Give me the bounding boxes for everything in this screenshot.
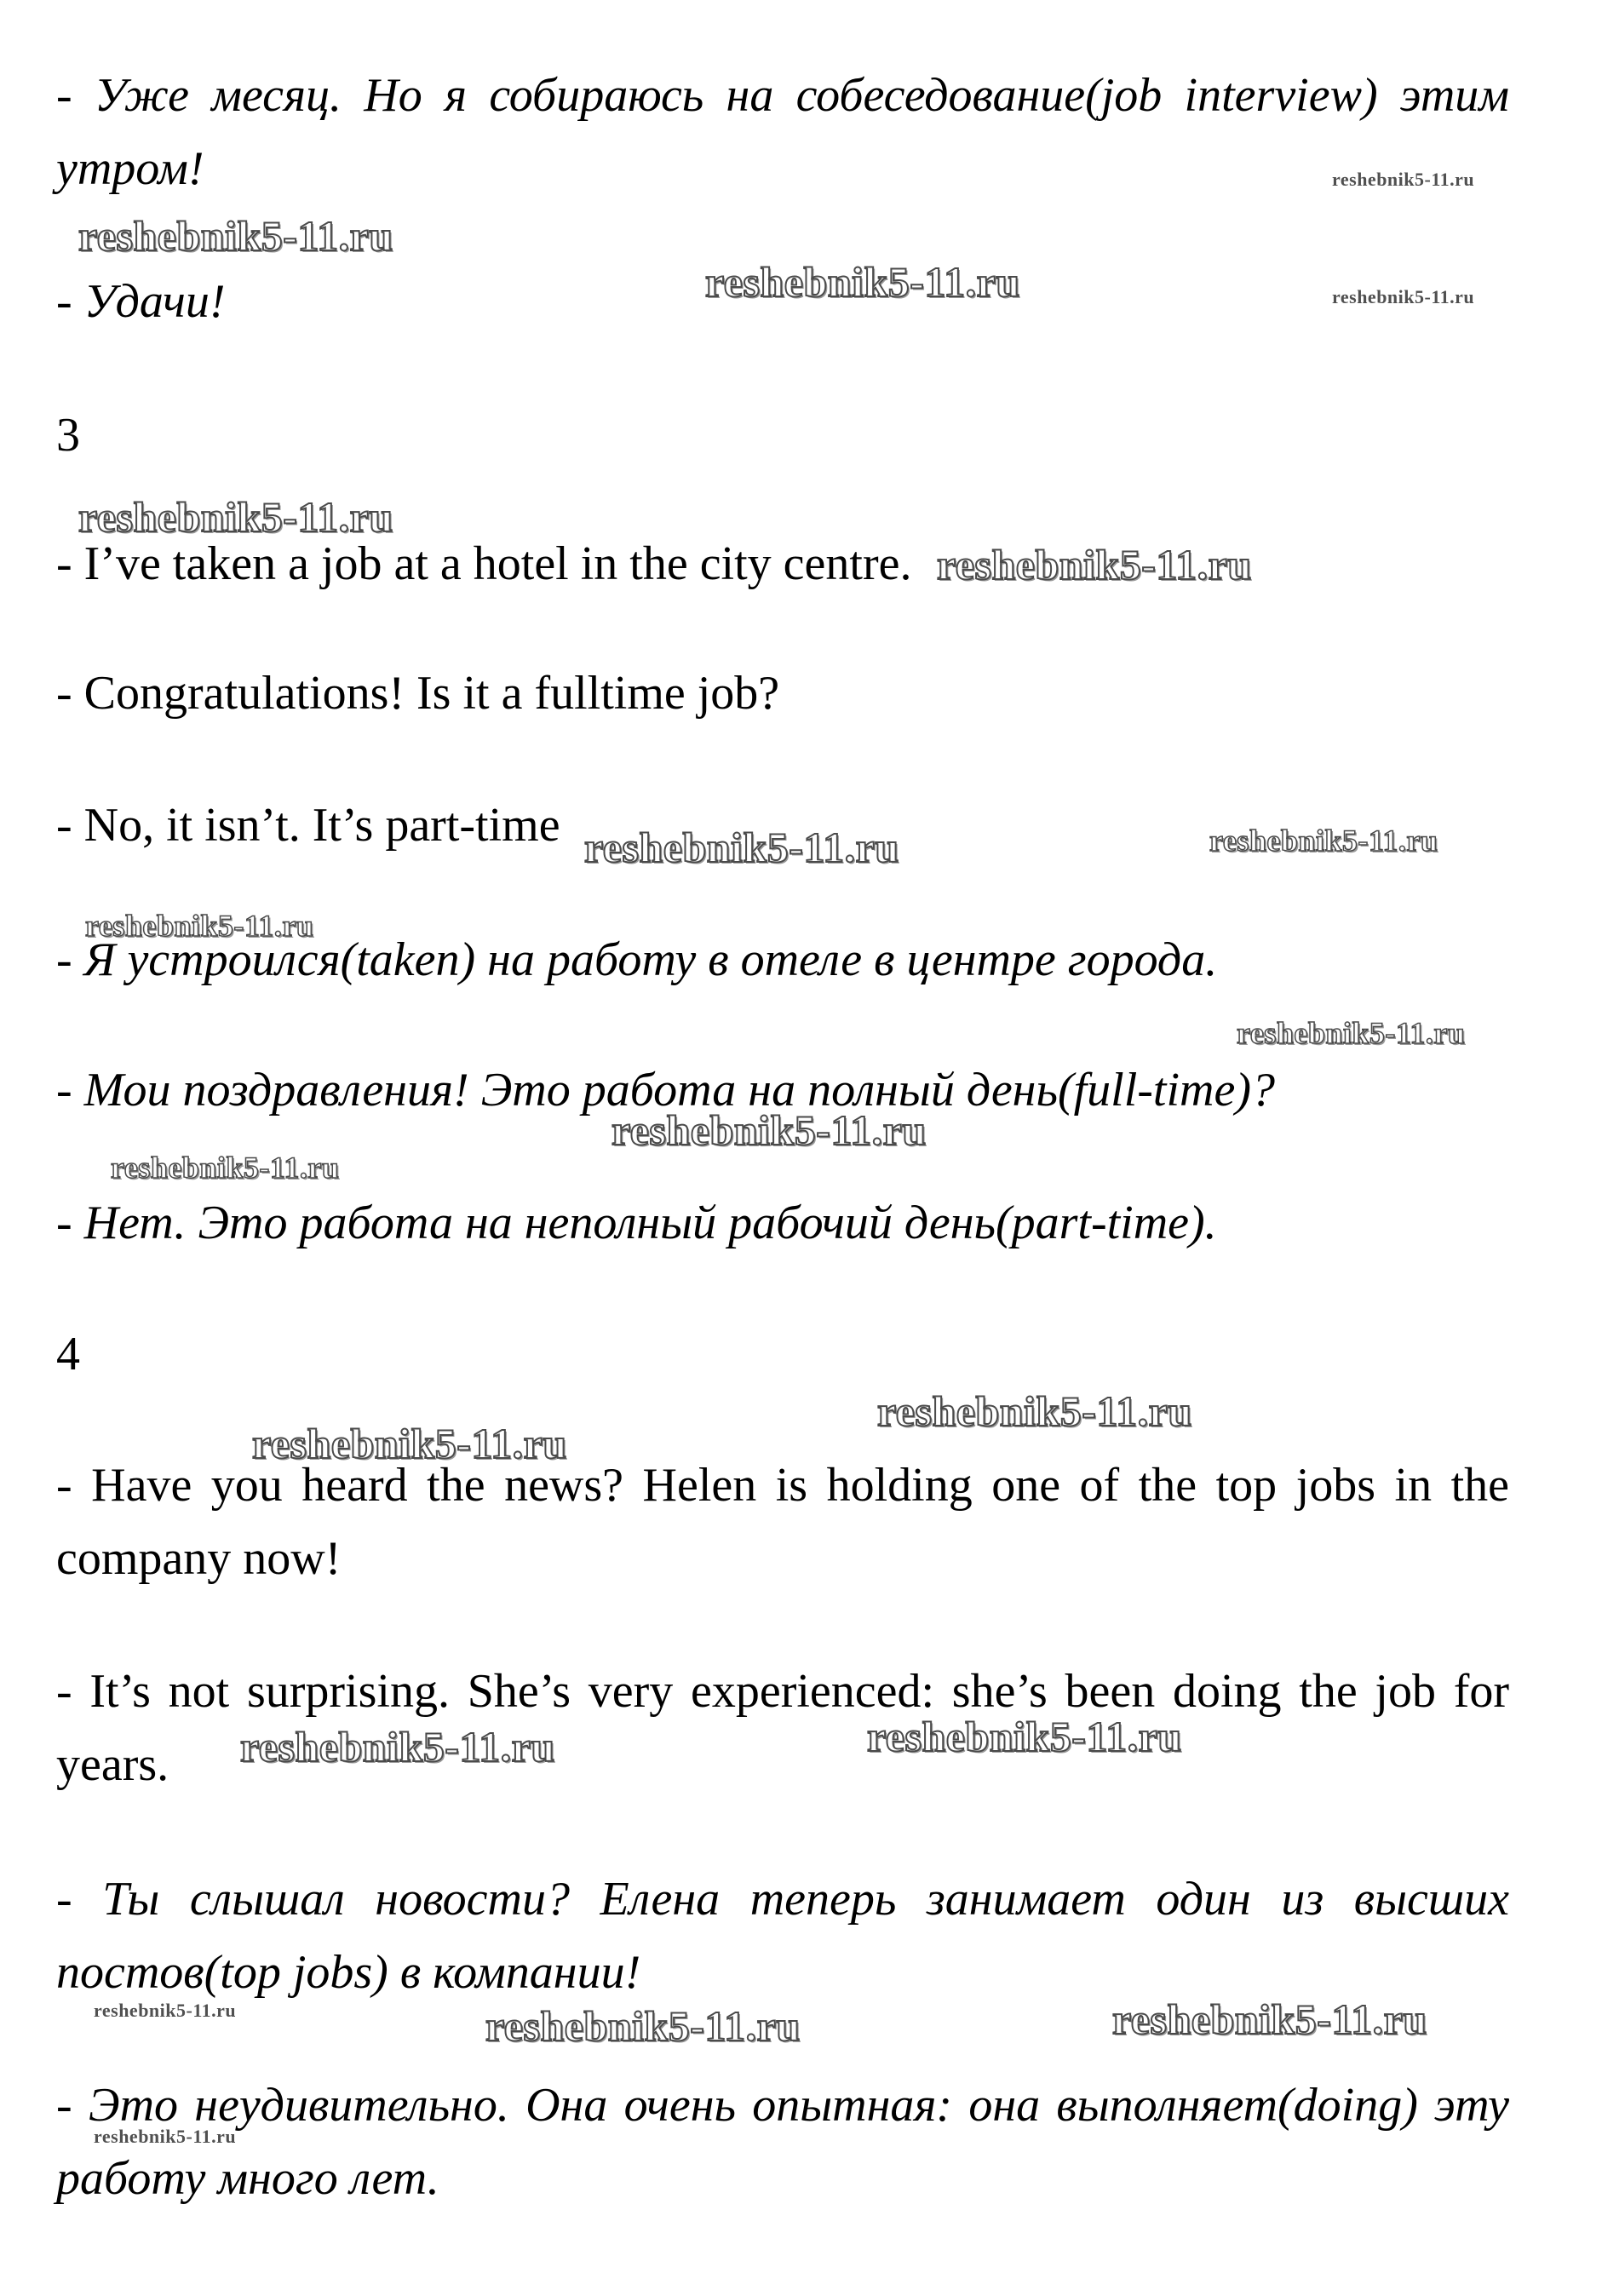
dialogue-line: - Have you heard the news? Helen is holding one of the top jobs in the <box>56 1459 1509 1512</box>
watermark: reshebnik5-11.ru <box>1112 1995 1427 2043</box>
watermark: reshebnik5-11.ru <box>485 2002 801 2050</box>
translation-line: - Нет. Это работа на неполный рабочий день(part-time). <box>56 1197 1217 1249</box>
section-number: 4 <box>56 1328 80 1380</box>
dialogue-line: - It’s not surprising. She’s very experienced: she’s been doing the job for <box>56 1665 1509 1718</box>
watermark: reshebnik5-11.ru <box>705 258 1020 306</box>
watermark: reshebnik5-11.ru <box>612 1106 927 1154</box>
translation-line: - Я устроился(taken) на работу в отеле в центре города. <box>56 933 1218 986</box>
dialogue-line: - I’ve taken a job at a hotel in the city centre. <box>56 537 912 590</box>
watermark: reshebnik5-11.ru <box>937 541 1252 588</box>
watermark: reshebnik5-11.ru <box>78 212 393 260</box>
translation-line: - Ты слышал новости? Елена теперь занимает один из высших <box>56 1873 1509 1926</box>
watermark: reshebnik5-11.ru <box>85 909 314 943</box>
watermark: reshebnik5-11.ru <box>867 1713 1182 1760</box>
watermark: reshebnik5-11.ru <box>1332 169 1475 190</box>
watermark: reshebnik5-11.ru <box>1209 824 1438 858</box>
watermark: reshebnik5-11.ru <box>252 1420 567 1467</box>
translation-line: работу много лет. <box>56 2152 439 2205</box>
translation-line: постов(top jobs) в компании! <box>56 1946 641 1999</box>
watermark: reshebnik5-11.ru <box>94 2126 237 2147</box>
dialogue-line: company now! <box>56 1532 342 1585</box>
dialogue-line: years. <box>56 1738 169 1791</box>
translation-line: - Мои поздравления! Это работа на полный день(full-time)? <box>56 1064 1275 1116</box>
watermark: reshebnik5-11.ru <box>78 493 393 541</box>
watermark: reshebnik5-11.ru <box>877 1387 1192 1435</box>
dialogue-line: - No, it isn’t. It’s part-time <box>56 799 560 852</box>
dialogue-line: - Congratulations! Is it a fulltime job? <box>56 667 780 720</box>
watermark: reshebnik5-11.ru <box>240 1723 555 1771</box>
paragraph-line: - Удачи! <box>56 275 226 328</box>
watermark: reshebnik5-11.ru <box>111 1151 340 1185</box>
section-number: 3 <box>56 409 80 462</box>
paragraph-line: утром! <box>56 142 204 195</box>
translation-line: - Это неудивительно. Она очень опытная: она выполняет(doing) эту <box>56 2079 1509 2132</box>
watermark: reshebnik5-11.ru <box>584 824 899 871</box>
watermark: reshebnik5-11.ru <box>1237 1016 1466 1050</box>
paragraph-line: - Уже месяц. Но я собираюсь на собеседование(job interview) этим <box>56 69 1509 122</box>
watermark: reshebnik5-11.ru <box>1332 286 1475 307</box>
watermark: reshebnik5-11.ru <box>94 2000 237 2021</box>
